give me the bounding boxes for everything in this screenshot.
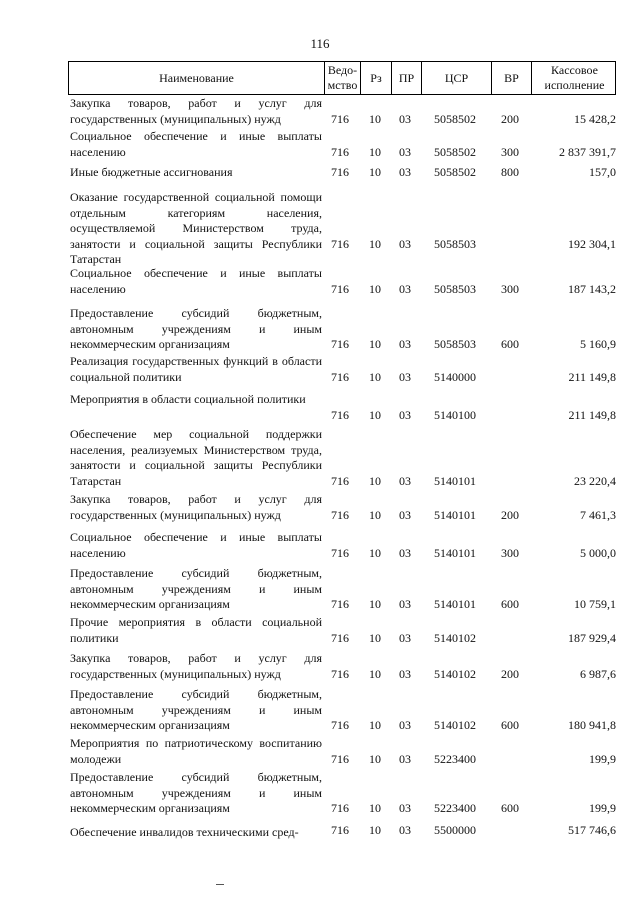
header-csr: ЦСР: [422, 62, 492, 94]
footer-mark: [216, 884, 224, 885]
row-name: Предоставление субсидий бюджетным, автономным учреждениям и иным некоммерческим организациям: [70, 770, 322, 816]
table-header: [68, 61, 616, 95]
row-rz: 10: [369, 507, 381, 522]
row-vedomstvo: 716: [331, 369, 349, 384]
row-vr: 200: [501, 507, 519, 522]
row-pr: 03: [399, 111, 411, 126]
row-csr: 5140100: [434, 407, 476, 422]
row-amount: 517 746,6: [568, 823, 616, 837]
row-csr: 5223400: [434, 751, 476, 766]
row-amount: 187 929,4: [568, 630, 616, 645]
row-vedomstvo: 716: [331, 165, 349, 179]
row-pr: 03: [399, 165, 411, 179]
row-vedomstvo: 716: [331, 337, 349, 352]
row-amount: 10 759,1: [574, 597, 616, 612]
row-csr: 5058503: [434, 337, 476, 352]
row-vedomstvo: 716: [331, 718, 349, 733]
row-amount: 187 143,2: [568, 281, 616, 296]
row-vr: 300: [501, 144, 519, 159]
row-amount: 2 837 391,7: [559, 144, 616, 159]
row-csr: 5140102: [434, 630, 476, 645]
row-amount: 211 149,8: [568, 369, 616, 384]
row-pr: 03: [399, 718, 411, 733]
row-rz: 10: [369, 369, 381, 384]
row-rz: 10: [369, 718, 381, 733]
row-name: Социальное обеспечение и иные выплаты населению: [70, 129, 322, 159]
row-amount: 23 220,4: [574, 473, 616, 488]
row-csr: 5223400: [434, 801, 476, 816]
row-vedomstvo: 716: [331, 823, 349, 837]
row-name: Предоставление субсидий бюджетным, автономным учреждениям и иным некоммерческим организациям: [70, 566, 322, 612]
row-name: Закупка товаров, работ и услуг для государственных (муниципальных) нужд: [70, 96, 322, 126]
row-vedomstvo: 716: [331, 666, 349, 681]
row-pr: 03: [399, 666, 411, 681]
row-vr: 600: [501, 337, 519, 352]
row-rz: 10: [369, 111, 381, 126]
row-vedomstvo: 716: [331, 630, 349, 645]
row-pr: 03: [399, 823, 411, 837]
row-vr: 600: [501, 597, 519, 612]
row-name: Мероприятия в области социальной политики: [70, 392, 306, 406]
row-pr: 03: [399, 630, 411, 645]
row-vedomstvo: 716: [331, 236, 349, 251]
row-vedomstvo: 716: [331, 545, 349, 560]
row-name: Предоставление субсидий бюджетным, автономным учреждениям и иным некоммерческим организациям: [70, 306, 322, 352]
row-csr: 5140101: [434, 545, 476, 560]
row-vedomstvo: 716: [331, 473, 349, 488]
row-csr: 5500000: [434, 823, 476, 837]
row-pr: 03: [399, 473, 411, 488]
row-name: Иные бюджетные ассигнования: [70, 165, 233, 179]
row-pr: 03: [399, 801, 411, 816]
row-vr: 600: [501, 801, 519, 816]
row-csr: 5140000: [434, 369, 476, 384]
row-amount: 5 000,0: [580, 545, 616, 560]
row-vr: 300: [501, 545, 519, 560]
row-vr: 200: [501, 666, 519, 681]
row-rz: 10: [369, 630, 381, 645]
row-amount: 211 149,8: [568, 407, 616, 422]
row-rz: 10: [369, 666, 381, 681]
row-rz: 10: [369, 236, 381, 251]
page-number: 116: [310, 36, 330, 51]
row-rz: 10: [369, 165, 381, 179]
row-pr: 03: [399, 281, 411, 296]
row-amount: 6 987,6: [580, 666, 616, 681]
header-pr: ПР: [392, 62, 422, 94]
row-csr: 5058503: [434, 281, 476, 296]
row-amount: 157,0: [589, 165, 616, 179]
row-csr: 5058502: [434, 144, 476, 159]
row-vedomstvo: 716: [331, 597, 349, 612]
row-pr: 03: [399, 407, 411, 422]
row-vedomstvo: 716: [331, 507, 349, 522]
row-vedomstvo: 716: [331, 407, 349, 422]
row-csr: 5140102: [434, 666, 476, 681]
row-amount: 5 160,9: [580, 337, 616, 352]
row-pr: 03: [399, 236, 411, 251]
row-amount: 199,9: [589, 801, 616, 816]
row-pr: 03: [399, 597, 411, 612]
row-rz: 10: [369, 473, 381, 488]
header-kassovoe-ispolnenie: Кассовое исполнение: [544, 63, 605, 92]
row-name: Оказание государственной социальной помощи отдельным категориям населения, осуществляемой Министерством труда, занятости и социальной защиты Республики Татарстан: [70, 190, 322, 267]
row-name: Мероприятия по патриотическому воспитанию молодежи: [70, 736, 322, 766]
row-pr: 03: [399, 507, 411, 522]
row-name: Обеспечение мер социальной поддержки населения, реализуемых Министерством труда, занятости и социальной защиты Республики Татарстан: [70, 427, 322, 488]
row-name: Предоставление субсидий бюджетным, автономным учреждениям и иным некоммерческим организациям: [70, 687, 322, 733]
row-vr: 600: [501, 718, 519, 733]
row-rz: 10: [369, 751, 381, 766]
row-name: Закупка товаров, работ и услуг для государственных (муниципальных) нужд: [70, 492, 322, 522]
row-vr: 300: [501, 281, 519, 296]
row-name: Социальное обеспечение и иные выплаты населению: [70, 530, 322, 560]
row-rz: 10: [369, 407, 381, 422]
row-pr: 03: [399, 369, 411, 384]
row-vedomstvo: 716: [331, 751, 349, 766]
row-pr: 03: [399, 337, 411, 352]
row-name: Реализация государственных функций в области социальной политики: [70, 354, 322, 384]
row-csr: 5140101: [434, 597, 476, 612]
row-rz: 10: [369, 801, 381, 816]
header-name: Наименование: [69, 62, 325, 94]
row-amount: 7 461,3: [580, 507, 616, 522]
row-amount: 15 428,2: [574, 111, 616, 126]
row-vedomstvo: 716: [331, 281, 349, 296]
row-csr: 5140101: [434, 507, 476, 522]
row-rz: 10: [369, 545, 381, 560]
row-csr: 5058502: [434, 111, 476, 126]
row-name: Закупка товаров, работ и услуг для государственных (муниципальных) нужд: [70, 651, 322, 681]
row-vr: 200: [501, 111, 519, 126]
row-pr: 03: [399, 545, 411, 560]
header-vedomstvo: Ведо- мство: [325, 62, 361, 94]
row-csr: 5058502: [434, 165, 476, 179]
row-vr: 800: [501, 165, 519, 179]
header-rz: Рз: [361, 62, 392, 94]
row-csr: 5140102: [434, 718, 476, 733]
row-rz: 10: [369, 823, 381, 837]
row-amount: 199,9: [589, 751, 616, 766]
row-name: Обеспечение инвалидов техническими сред-: [70, 825, 299, 839]
row-rz: 10: [369, 597, 381, 612]
row-vedomstvo: 716: [331, 144, 349, 159]
row-name: Социальное обеспечение и иные выплаты населению: [70, 266, 322, 296]
row-vedomstvo: 716: [331, 801, 349, 816]
row-rz: 10: [369, 281, 381, 296]
row-pr: 03: [399, 751, 411, 766]
row-csr: 5058503: [434, 236, 476, 251]
row-vedomstvo: 716: [331, 111, 349, 126]
row-amount: 192 304,1: [568, 236, 616, 251]
row-name: Прочие мероприятия в области социальной политики: [70, 615, 322, 645]
row-rz: 10: [369, 144, 381, 159]
row-csr: 5140101: [434, 473, 476, 488]
row-rz: 10: [369, 337, 381, 352]
header-vr: ВР: [492, 62, 532, 94]
row-amount: 180 941,8: [568, 718, 616, 733]
row-pr: 03: [399, 144, 411, 159]
